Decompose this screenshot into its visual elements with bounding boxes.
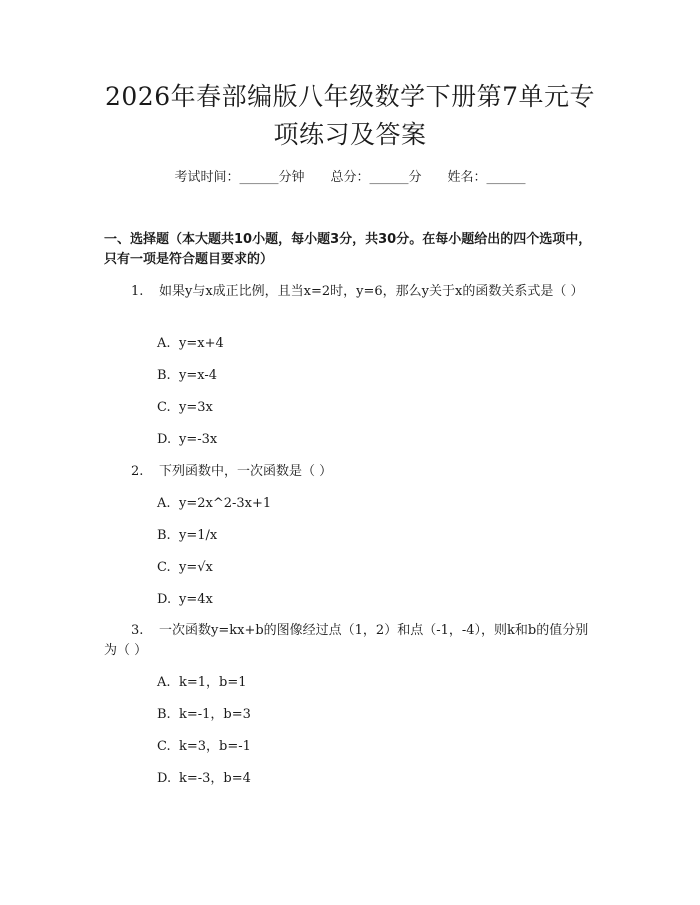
score-label: 总分： bbox=[330, 170, 370, 185]
score-blank: ______ bbox=[369, 170, 409, 185]
option-text: y=1/x bbox=[179, 528, 218, 543]
name-label: 姓名： bbox=[447, 170, 487, 185]
question-number: 1. bbox=[131, 284, 144, 299]
question-text: 如果y与x成正比例，且当x=2时，y=6，那么y关于x的函数关系式是（ ） bbox=[159, 284, 584, 299]
option-text: k=-1，b=3 bbox=[179, 707, 251, 722]
question-1-option-a[interactable] bbox=[157, 334, 224, 354]
option-text: y=x-4 bbox=[179, 368, 218, 383]
option-letter: D. bbox=[157, 771, 172, 786]
option-letter: B. bbox=[157, 707, 171, 722]
option-letter: C. bbox=[157, 739, 171, 754]
option-letter: B. bbox=[157, 528, 171, 543]
exam-info-line bbox=[0, 168, 700, 188]
option-text: k=3，b=-1 bbox=[179, 739, 251, 754]
question-3-option-c[interactable] bbox=[157, 737, 251, 757]
option-letter: C. bbox=[157, 400, 171, 415]
time-label: 考试时间： bbox=[174, 170, 240, 185]
section-heading: 一、选择题（本大题共10小题，每小题3分，共30分。在每小题给出的四个选项中，只有一项是符合题目要求的） bbox=[104, 232, 592, 267]
option-letter: D. bbox=[157, 432, 172, 447]
option-letter: B. bbox=[157, 368, 171, 383]
question-3-option-b[interactable] bbox=[157, 705, 251, 725]
option-letter: A. bbox=[157, 336, 171, 351]
option-text: y=4x bbox=[179, 592, 213, 607]
question-3-option-d[interactable] bbox=[157, 769, 251, 789]
time-blank: ______ bbox=[239, 170, 279, 185]
option-text: y=-3x bbox=[179, 432, 218, 447]
option-letter: A. bbox=[157, 675, 171, 690]
question-1-option-b[interactable] bbox=[157, 366, 217, 386]
question-3-stem bbox=[104, 621, 600, 661]
question-text: 下列函数中，一次函数是（ ） bbox=[159, 464, 333, 479]
option-text: y=2x^2-3x+1 bbox=[179, 496, 272, 511]
name-blank: ______ bbox=[486, 170, 526, 185]
question-2-option-b[interactable] bbox=[157, 526, 217, 546]
option-text: y=x+4 bbox=[179, 336, 224, 351]
question-2-option-d[interactable] bbox=[157, 590, 213, 610]
title-line-2: 项练习及答案 bbox=[273, 120, 427, 149]
option-letter: A. bbox=[157, 496, 171, 511]
option-text: y=√x bbox=[179, 560, 213, 575]
question-3-option-a[interactable] bbox=[157, 673, 247, 693]
question-2-option-a[interactable] bbox=[157, 494, 271, 514]
question-number: 2. bbox=[131, 464, 144, 479]
question-2-option-c[interactable] bbox=[157, 558, 213, 578]
question-1-stem bbox=[104, 282, 600, 302]
question-1-option-d[interactable] bbox=[157, 430, 217, 450]
score-unit: 分 bbox=[408, 170, 422, 185]
option-letter: C. bbox=[157, 560, 171, 575]
question-text: 一次函数y=kx+b的图像经过点（1，2）和点（-1，-4），则k和b的值分别为（ ） bbox=[104, 623, 589, 658]
question-number: 3. bbox=[131, 623, 144, 638]
option-text: k=-3，b=4 bbox=[179, 771, 251, 786]
question-1-option-c[interactable] bbox=[157, 398, 213, 418]
page-title bbox=[80, 78, 620, 154]
option-letter: D. bbox=[157, 592, 172, 607]
option-text: k=1，b=1 bbox=[179, 675, 247, 690]
option-text: y=3x bbox=[179, 400, 213, 415]
title-line-1: 2026年春部编版八年级数学下册第7单元专 bbox=[104, 82, 596, 111]
question-2-stem bbox=[104, 462, 600, 482]
time-unit: 分钟 bbox=[278, 170, 305, 185]
